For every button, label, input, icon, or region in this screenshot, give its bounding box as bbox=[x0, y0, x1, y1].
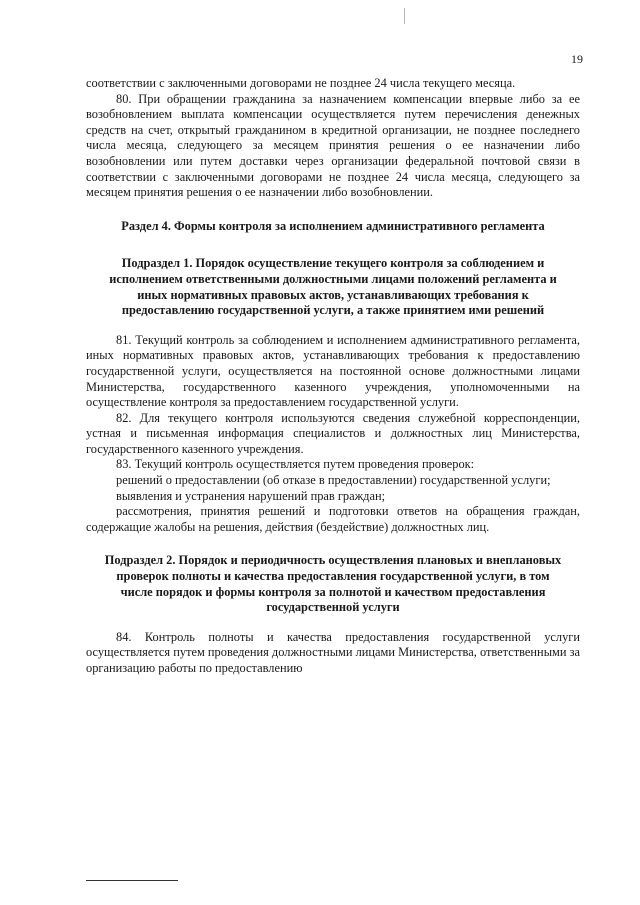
paragraph-84: 84. Контроль полноты и качества предоставления государственной услуги осуществляется путем проведения должностными лицами Министерства, ответственными за организацию работы по предоставлению bbox=[86, 629, 580, 675]
footnote-rule bbox=[86, 880, 178, 881]
scan-mark bbox=[404, 8, 405, 24]
paragraph-continuation: соответствии с заключенными договорами не позднее 24 числа текущего месяца. bbox=[86, 76, 516, 90]
section-4-title: Раздел 4. Формы контроля за исполнением административного регламента bbox=[121, 218, 545, 233]
paragraph-83: 83. Текущий контроль осуществляется путем проведения проверок: bbox=[116, 457, 475, 472]
document-body bbox=[86, 76, 580, 677]
subsection-1-title: Подраздел 1. Порядок осуществление текущего контроля за соблюдением и исполнением ответственными должностными лицами положений регламента и иных нормативных правовых актов, устанавливающих требования к предоставлению государственной услуги, а также принятием ими решений bbox=[109, 256, 557, 318]
paragraph-83-item-2: выявления и устранения нарушений прав граждан; bbox=[116, 488, 386, 503]
paragraph-80: 80. При обращении гражданина за назначением компенсации впервые либо за ее возобновлением выплата компенсации осуществляется путем перечисления денежных средств на счет, открытый гражданином в кредитной организации, не позднее последнего числа месяца, следующего за месяцем принятия решения о ее назначении либо возобновлении или путем доставки через организации федеральной почтовой связи в соответствии с заключенными договорами не позднее 24 числа месяца, следующего за месяцем принятия решения о ее назначении либо возобновлении. bbox=[86, 91, 580, 200]
paragraph-81: 81. Текущий контроль за соблюдением и исполнением административного регламента, иных нормативных правовых актов, устанавливающих требования к предоставлению государственной услуги, осуществляется на постоянной основе должностными лицами Министерства, государственного казенного учреждения, уполномоченными на осуществление контроля за предоставлением государственной услуги. bbox=[86, 332, 580, 410]
paragraph-82: 82. Для текущего контроля используются сведения служебной корреспонденции, устная и письменная информация специалистов и должностных лиц Министерства, государственного казенного учреждения. bbox=[86, 410, 580, 456]
paragraph-83-item-1: решений о предоставлении (об отказе в предоставлении) государственной услуги; bbox=[116, 473, 551, 488]
page-number: 19 bbox=[571, 52, 583, 66]
paragraph-83-item-3: рассмотрения, принятия решений и подготовки ответов на обращения граждан, содержащие жалобы на решения, действия (бездействие) должностных лиц. bbox=[86, 504, 580, 534]
subsection-2-title: Подраздел 2. Порядок и периодичность осуществления плановых и внеплановых проверок полноты и качества предоставления государственной услуги, в том числе порядок и формы контроля за полнотой и качеством предоставления государственной услуги bbox=[104, 553, 562, 615]
